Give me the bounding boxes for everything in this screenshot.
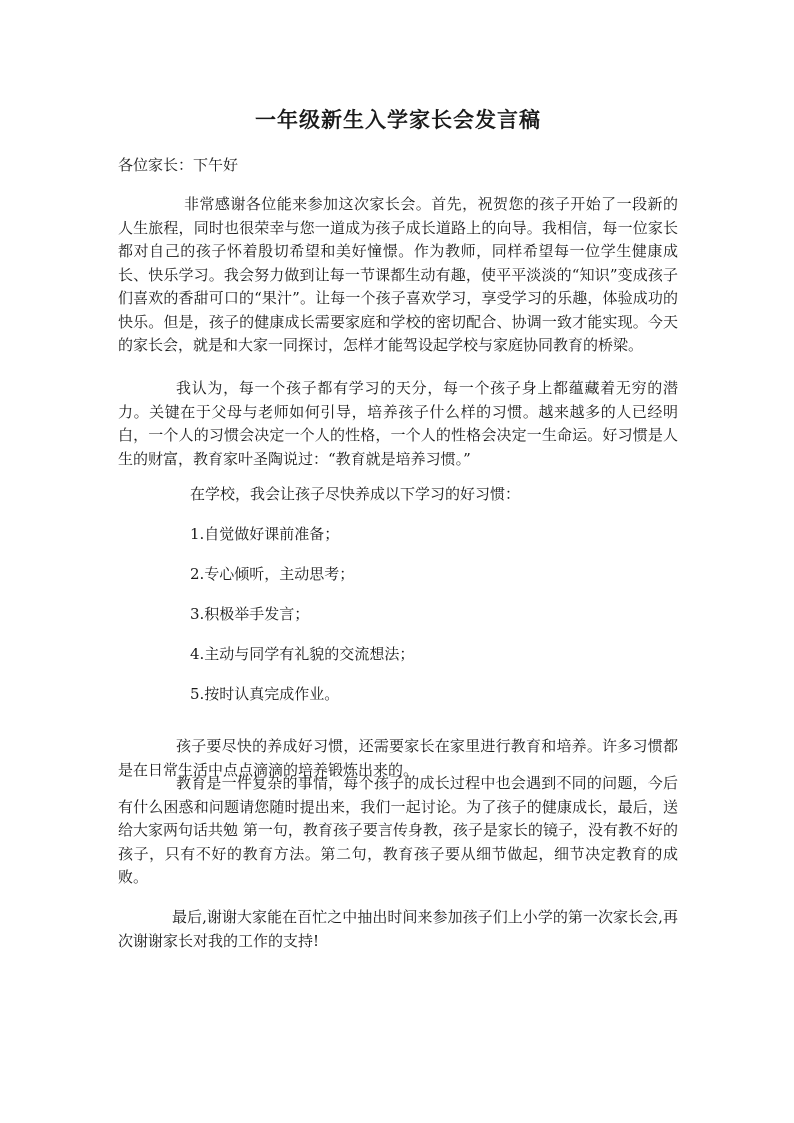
habit-item: 3.积极举手发言； — [190, 605, 310, 623]
habit-item: 1.自觉做好课前准备； — [190, 525, 340, 543]
paragraph-closing: 最后,谢谢大家能在百忙之中抽出时间来参加孩子们上小学的第一次家长会,再次谢谢家长对我的工作的支持! — [118, 908, 678, 950]
paragraph-welcome: 非常感谢各位能来参加这次家长会。首先，祝贺您的孩子开始了一段新的人生旅程，同时也很荣幸与您一道成为孩子成长道路上的向导。我相信，每一位家长都对自己的孩子怀着殷切希望和美好憧憬。作为教师，同样希望每一位学生健康成长、快乐学习。我会努力做到让每一节课都生动有趣，使平平淡淡的“知识”变成孩子们喜欢的香甜可口的“果汁”。让每一个孩子喜欢学习，享受学习的乐趣，体验成功的快乐。但是，孩子的健康成长需要家庭和学校的密切配合、协调一致才能实现。今天的家长会，就是和大家一同探讨，怎样才能驾设起学校与家庭协同教育的桥梁。 — [118, 195, 678, 354]
paragraph-home-education: 孩子要尽快的养成好习惯，还需要家长在家里进行教育和培养。许多习惯都是在日常生活中点点滴滴的培养锻炼出来的。 — [118, 737, 678, 779]
paragraph-habits-importance: 我认为，每一个孩子都有学习的天分，每一个孩子身上都蕴藏着无穷的潜力。关键在于父母与老师如何引导，培养孩子什么样的习惯。越来越多的人已经明白，一个人的习惯会决定一个人的性格，一个人的性格会决定一生命运。好习惯是人生的财富，教育家叶圣陶说过：“教育就是培养习惯。” — [118, 379, 678, 468]
habits-intro: 在学校，我会让孩子尽快养成以下学习的好习惯： — [190, 485, 521, 503]
habit-item: 2.专心倾听，主动思考； — [190, 565, 355, 583]
habit-item: 4.主动与同学有礼貌的交流想法； — [190, 645, 415, 663]
document-title: 一年级新生入学家长会发言稿 — [255, 107, 541, 132]
paragraph-advice: 教育是一件复杂的事情，每个孩子的成长过程中也会遇到不同的问题，今后有什么困惑和问题请您随时提出来，我们一起讨论。为了孩子的健康成长，最后，送给大家两句话共勉 第一句，教育孩子要言传身教，孩子是家长的镜子，没有教不好的孩子，只有不好的教育方法。第二句，教育孩子要从细节做起，细节决定教育的成败。 — [118, 774, 678, 886]
greeting: 各位家长：下午好 — [118, 156, 239, 174]
habit-item: 5.按时认真完成作业。 — [190, 685, 340, 703]
